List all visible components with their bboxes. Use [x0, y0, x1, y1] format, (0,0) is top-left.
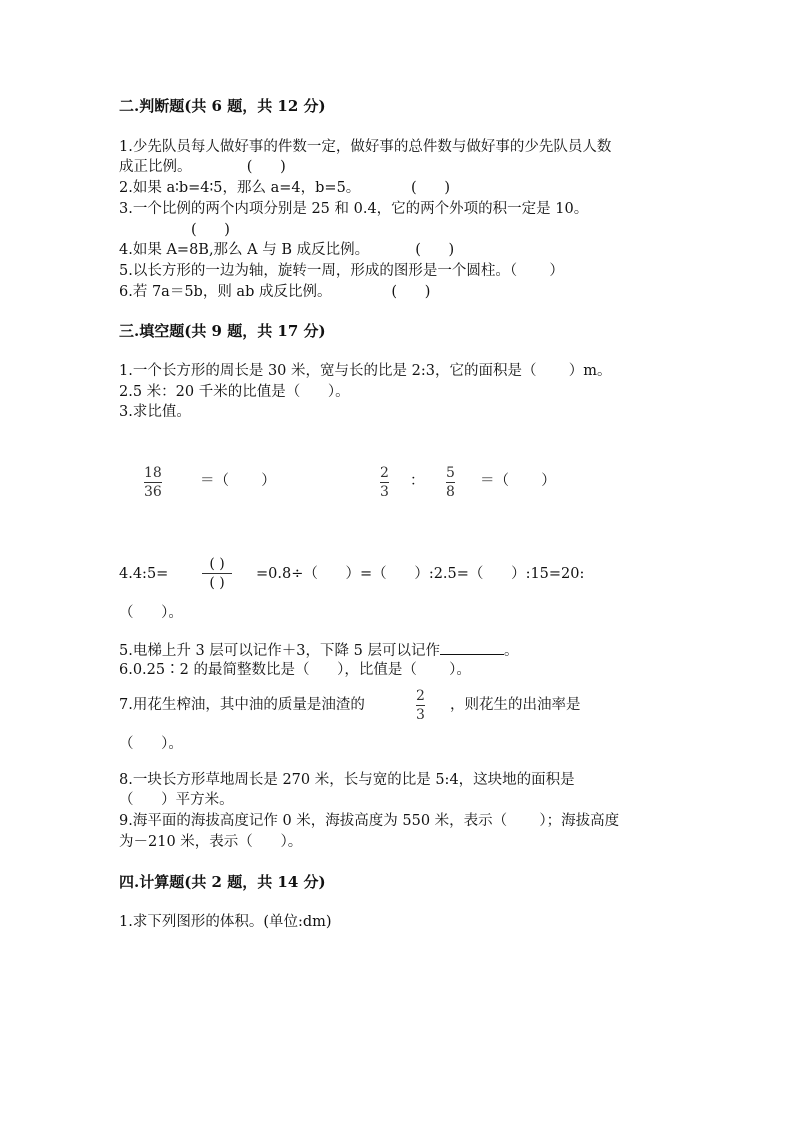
fraction-numerator: 2	[416, 688, 425, 704]
fill-q9-line1: 9.海平面的海拔高度记作 0 米，海拔高度为 550 米，表示（ ）；海拔高度	[119, 813, 620, 829]
fill-q5	[119, 640, 518, 660]
fill-q3-answer-a: ＝（ ）	[200, 473, 276, 489]
fraction-denominator: 8	[446, 484, 455, 500]
fraction-18-36	[144, 465, 162, 500]
fill-q7-text: 7.用花生榨油，其中油的质量是油渣的	[119, 697, 365, 713]
fill-q8-line2: （ ）平方米。	[119, 792, 234, 808]
fill-q4-rest: =0.8÷（ ）=（ ）:2.5=（ ）:15=20:	[256, 566, 585, 582]
judge-q4: 4.如果 A=8B,那么 A 与 B 成反比例。 ( )	[119, 242, 455, 258]
fraction-denominator: 36	[144, 484, 162, 500]
fill-q5-text: 5.电梯上升 3 层可以记作＋3，下降 5 层可以记作	[119, 643, 440, 659]
judge-q1-line2: 成正比例。 ( )	[119, 159, 286, 175]
answer-underline	[440, 640, 504, 655]
fill-q3: 3.求比值。	[119, 404, 191, 420]
fill-q2: 2.5 米：20 千米的比值是（ ）。	[119, 384, 350, 400]
judge-q3-line1: 3.一个比例的两个内项分别是 25 和 0.4，它的两个外项的积一定是 10。	[119, 201, 589, 217]
calc-q1: 1.求下列图形的体积。(单位:dm)	[119, 914, 332, 930]
judge-q1-line1: 1.少先队员每人做好事的件数一定，做好事的总件数与做好事的少先队员人数	[119, 139, 612, 155]
blank-fraction	[202, 556, 232, 591]
judge-q2: 2.如果 a∶b=4∶5，那么 a=4，b=5。 ( )	[119, 180, 450, 196]
fill-q4-prefix: 4.4:5=	[119, 566, 169, 582]
fraction-numerator: 2	[380, 465, 389, 481]
fill-q8-line1: 8.一块长方形草地周长是 270 米，长与宽的比是 5:4，这块地的面积是	[119, 772, 575, 788]
fill-q7-tail: ，则花生的出油率是	[450, 697, 581, 713]
fraction-denominator: 3	[380, 484, 389, 500]
fill-q1: 1.一个长方形的周长是 30 米，宽与长的比是 2:3，它的面积是（ ）m。	[119, 363, 612, 379]
section-heading-calculation: 四.计算题(共 2 题，共 14 分)	[119, 873, 326, 891]
judge-q3-line2: ( )	[191, 222, 230, 238]
ratio-colon: ：	[410, 473, 425, 489]
fraction-2-3	[380, 465, 389, 500]
fill-q5-end: 。	[503, 643, 519, 659]
section-heading-judgement: 二.判断题(共 6 题，共 12 分)	[119, 97, 326, 115]
section-heading-fill-in: 三.填空题(共 9 题，共 17 分)	[119, 322, 326, 340]
fill-q6: 6.0.25∶2 的最简整数比是（ ），比值是（ ）。	[119, 662, 471, 678]
fraction-denominator: 3	[416, 707, 425, 723]
fraction-5-8	[446, 465, 455, 500]
blank-numerator: ( )	[209, 556, 225, 572]
fraction-2-3-q7	[416, 688, 425, 723]
fill-q7-line2: （ ）。	[119, 736, 183, 752]
blank-denominator: ( )	[209, 575, 225, 591]
fill-q3-answer-b: ＝（ ）	[480, 473, 556, 489]
fill-q9-line2: 为－210 米，表示（ ）。	[119, 834, 303, 850]
judge-q5: 5.以长方形的一边为轴，旋转一周，形成的图形是一个圆柱。（ ）	[119, 263, 564, 279]
judge-q6: 6.若 7a＝5b，则 ab 成反比例。 ( )	[119, 284, 431, 300]
fraction-numerator: 5	[446, 465, 455, 481]
fill-q4-line2: （ ）。	[119, 605, 183, 621]
fraction-numerator: 18	[144, 465, 162, 481]
